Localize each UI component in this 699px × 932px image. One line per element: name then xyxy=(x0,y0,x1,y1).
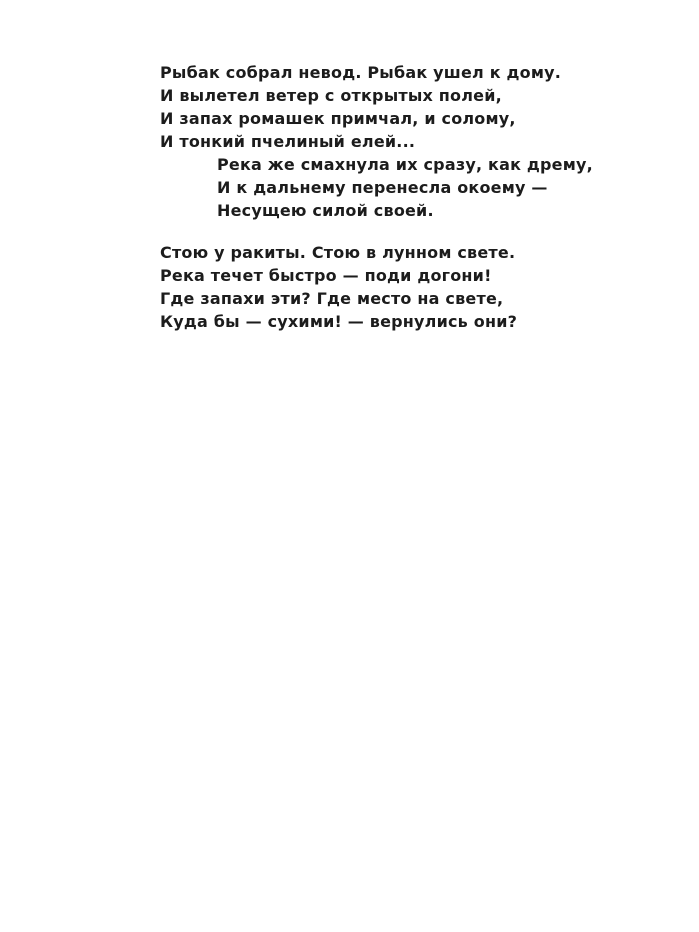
poem-text-block xyxy=(160,61,640,333)
poem-stanza-1 xyxy=(160,61,640,222)
poem-line: Куда бы — сухими! — вернулись они? xyxy=(160,312,518,331)
poem-stanza-2 xyxy=(160,241,640,333)
poem-line: Стою у ракиты. Стою в лунном свете. xyxy=(160,243,516,262)
poem-line: И тонкий пчелиный елей... xyxy=(160,132,416,151)
poem-line: И к дальнему перенесла окоему — xyxy=(217,178,548,197)
poem-line: Река течет быстро — поди догони! xyxy=(160,266,492,285)
poem-line: Где запахи эти? Где место на свете, xyxy=(160,289,504,308)
poem-line: Река же смахнула их сразу, как дрему, xyxy=(217,155,593,174)
poem-line: И вылетел ветер с открытых полей, xyxy=(160,86,502,105)
poem-line: Рыбак собрал невод. Рыбак ушел к дому. xyxy=(160,63,562,82)
poem-line: И запах ромашек примчал, и солому, xyxy=(160,109,516,128)
poem-line: Несущею силой своей. xyxy=(217,201,434,220)
